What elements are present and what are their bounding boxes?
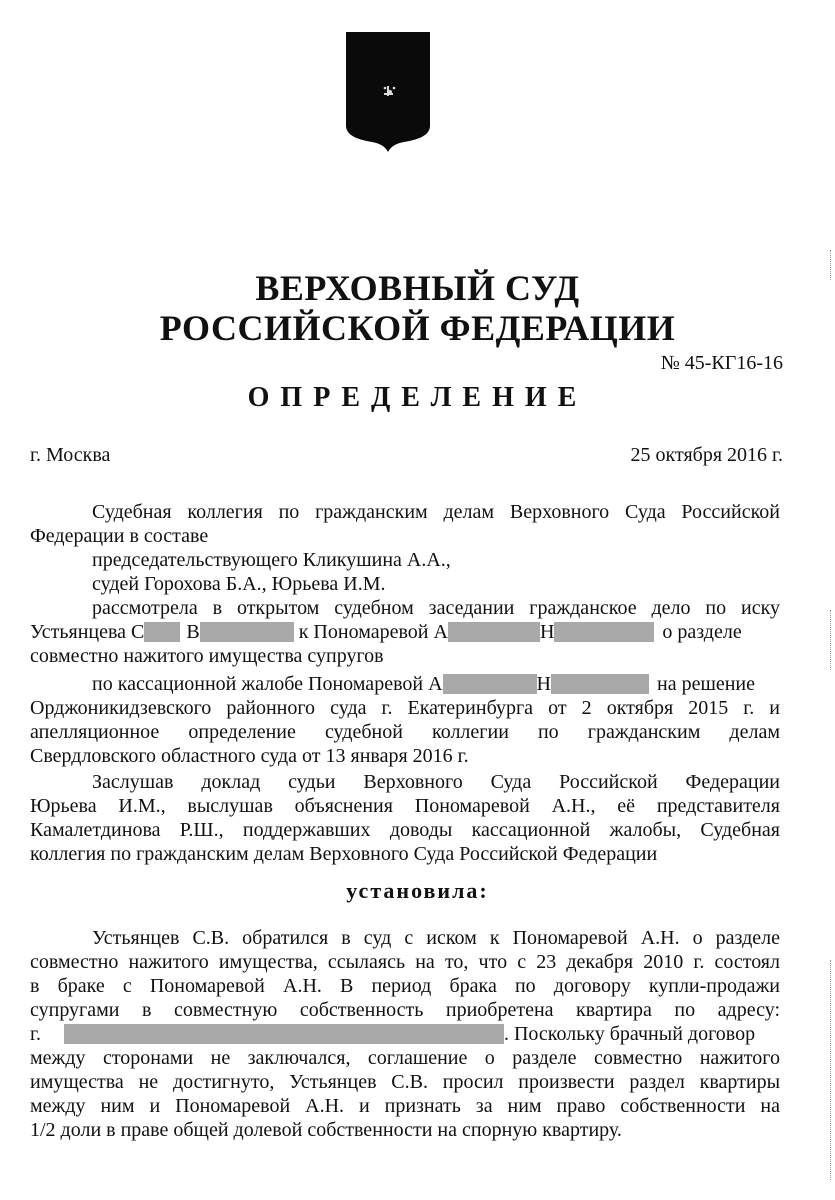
redaction-box	[448, 622, 540, 642]
redaction-box	[554, 622, 654, 642]
body-line-3: в браке с Пономаревой А.Н. В период брака по договору купли-продажи	[30, 975, 780, 997]
redaction-box	[551, 674, 649, 694]
text-fragment: Н	[539, 621, 555, 643]
section-heading: установила:	[346, 878, 489, 903]
text-fragment: . Поскольку брачный договор	[503, 1023, 756, 1045]
text-fragment: к Пономаревой А	[298, 621, 448, 643]
body-line-8: между ним и Пономаревой А.Н. и признать за ним право собственности на	[30, 1095, 780, 1117]
redaction-box	[443, 674, 537, 694]
body-line-6: между сторонами не заключался, соглашение о разделе совместно нажитого	[30, 1047, 780, 1069]
document-title: ОПРЕДЕЛЕНИЕ	[247, 382, 588, 413]
intro-line-7: совместно нажитого имущества супругов	[30, 645, 384, 667]
intro-line-13: Юрьева И.М., выслушав объяснения Пономаревой А.Н., её представителя	[30, 795, 780, 817]
text-fragment: на решение	[656, 673, 756, 695]
intro-line-14: Камалетдинова Р.Ш., поддержавших доводы кассационной жалобы, Судебная	[30, 819, 780, 841]
document-date: 25 октября 2016 г.	[630, 444, 783, 466]
intro-line-5: рассмотрела в открытом судебном заседании гражданское дело по иску	[92, 597, 780, 619]
scan-artifact	[828, 610, 831, 670]
text-fragment: о разделе	[662, 621, 742, 643]
intro-line-6	[30, 620, 780, 644]
intro-line-12: Заслушав доклад судьи Верховного Суда Российской Федерации	[92, 771, 780, 793]
body-line-7: имущества не достигнуто, Устьянцев С.В. просил произвести раздел квартиры	[30, 1071, 780, 1093]
body-line-4: супругами в совместную собственность приобретена квартира по адресу:	[30, 999, 780, 1021]
intro-line-3: председательствующего Кликушина А.А.,	[92, 549, 451, 571]
address-redaction	[64, 1024, 504, 1044]
text-fragment: В	[186, 621, 200, 643]
text-fragment: Н	[536, 673, 551, 695]
intro-line-2: Федерации в составе	[30, 525, 209, 547]
court-name-line2: РОССИЙСКОЙ ФЕДЕРАЦИИ	[159, 308, 676, 348]
case-number: № 45-КГ16-16	[660, 352, 783, 374]
scan-artifact	[828, 960, 831, 1180]
body-line-5	[30, 1022, 780, 1046]
intro-line-1: Судебная коллегия по гражданским делам Верховного Суда Российской	[92, 501, 780, 523]
intro-line-10: апелляционное определение судебной коллегии по гражданским делам	[30, 721, 780, 743]
intro-line-11: Свердловского областного суда от 13 января 2016 г.	[30, 745, 469, 767]
court-name-line1: ВЕРХОВНЫЙ СУД	[255, 268, 580, 308]
intro-line-8	[92, 672, 780, 696]
city: г. Москва	[30, 444, 111, 466]
intro-line-15: коллегия по гражданским делам Верховного Суда Российской Федерации	[30, 843, 658, 865]
body-line-9: 1/2 доли в праве общей долевой собственности на спорную квартиру.	[30, 1119, 622, 1141]
emblem-icon	[344, 30, 432, 154]
intro-line-9: Орджоникидзевского районного суда г. Екатеринбурга от 2 октября 2015 г. и	[30, 697, 780, 719]
text-fragment: г.	[30, 1023, 41, 1045]
redaction-box	[144, 622, 180, 642]
text-fragment: Устьянцева С	[30, 621, 145, 643]
text-fragment: по кассационной жалобе Пономаревой А	[92, 673, 443, 695]
body-line-1: Устьянцев С.В. обратился в суд с иском к Пономаревой А.Н. о разделе	[92, 927, 780, 949]
intro-line-4: судей Горохова Б.А., Юрьева И.М.	[92, 573, 386, 595]
redaction-box	[200, 622, 294, 642]
scan-artifact	[828, 250, 831, 280]
body-line-2: совместно нажитого имущества, ссылаясь на то, что с 23 декабря 2010 г. состоял	[30, 951, 780, 973]
